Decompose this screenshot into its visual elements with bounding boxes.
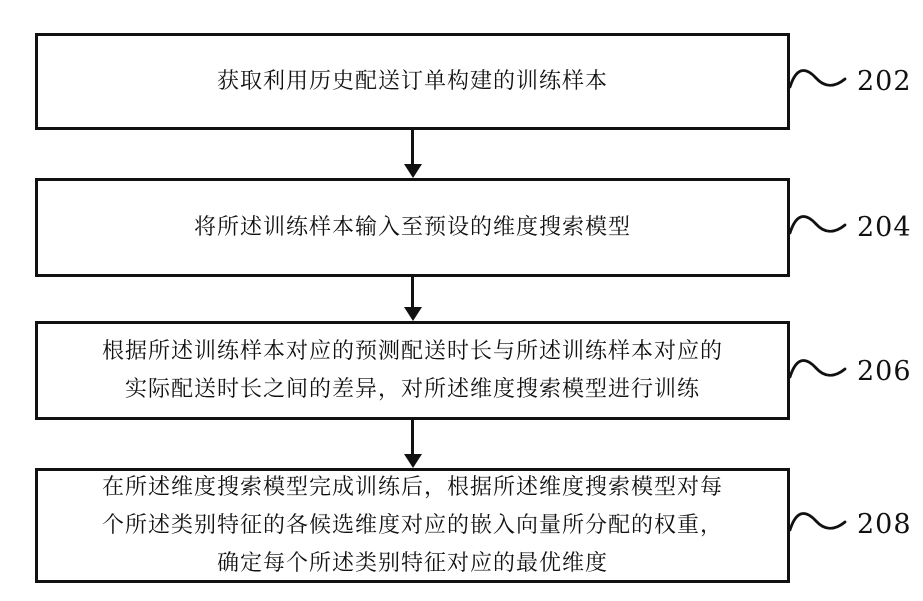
squiggle-connector-icon	[789, 63, 847, 99]
flow-step-204	[35, 178, 790, 277]
reference-number: 204	[857, 211, 912, 243]
squiggle-connector-icon	[789, 209, 847, 245]
reference-label	[789, 61, 912, 101]
reference-label	[789, 351, 912, 391]
flow-step-208	[35, 468, 790, 583]
reference-label	[789, 504, 912, 544]
step-text-line: 在所述维度搜索模型完成训练后，根据所述维度搜索模型对每	[101, 474, 723, 500]
step-text-line: 根据所述训练样本对应的预测配送时长与所述训练样本对应的	[101, 338, 723, 364]
reference-number: 202	[857, 65, 912, 97]
down-arrow-icon	[411, 420, 414, 454]
reference-number: 208	[857, 508, 912, 540]
step-text-line: 确定每个所述类别特征对应的最优维度	[216, 550, 608, 576]
reference-number: 206	[857, 355, 912, 387]
flow-step-206	[35, 321, 790, 420]
flow-step-202	[35, 33, 790, 130]
step-text-line: 实际配送时长之间的差异，对所述维度搜索模型进行训练	[124, 376, 700, 402]
squiggle-connector-icon	[789, 506, 847, 542]
reference-label	[789, 207, 912, 247]
squiggle-connector-icon	[789, 353, 847, 389]
down-arrow-icon	[411, 130, 414, 164]
down-arrow-icon	[411, 277, 414, 307]
step-text-line: 将所述训练样本输入至预设的维度搜索模型	[193, 214, 631, 240]
step-text-line: 获取利用历史配送订单构建的训练样本	[216, 68, 608, 94]
step-text-line: 个所述类别特征的各候选维度对应的嵌入向量所分配的权重，	[101, 512, 723, 538]
